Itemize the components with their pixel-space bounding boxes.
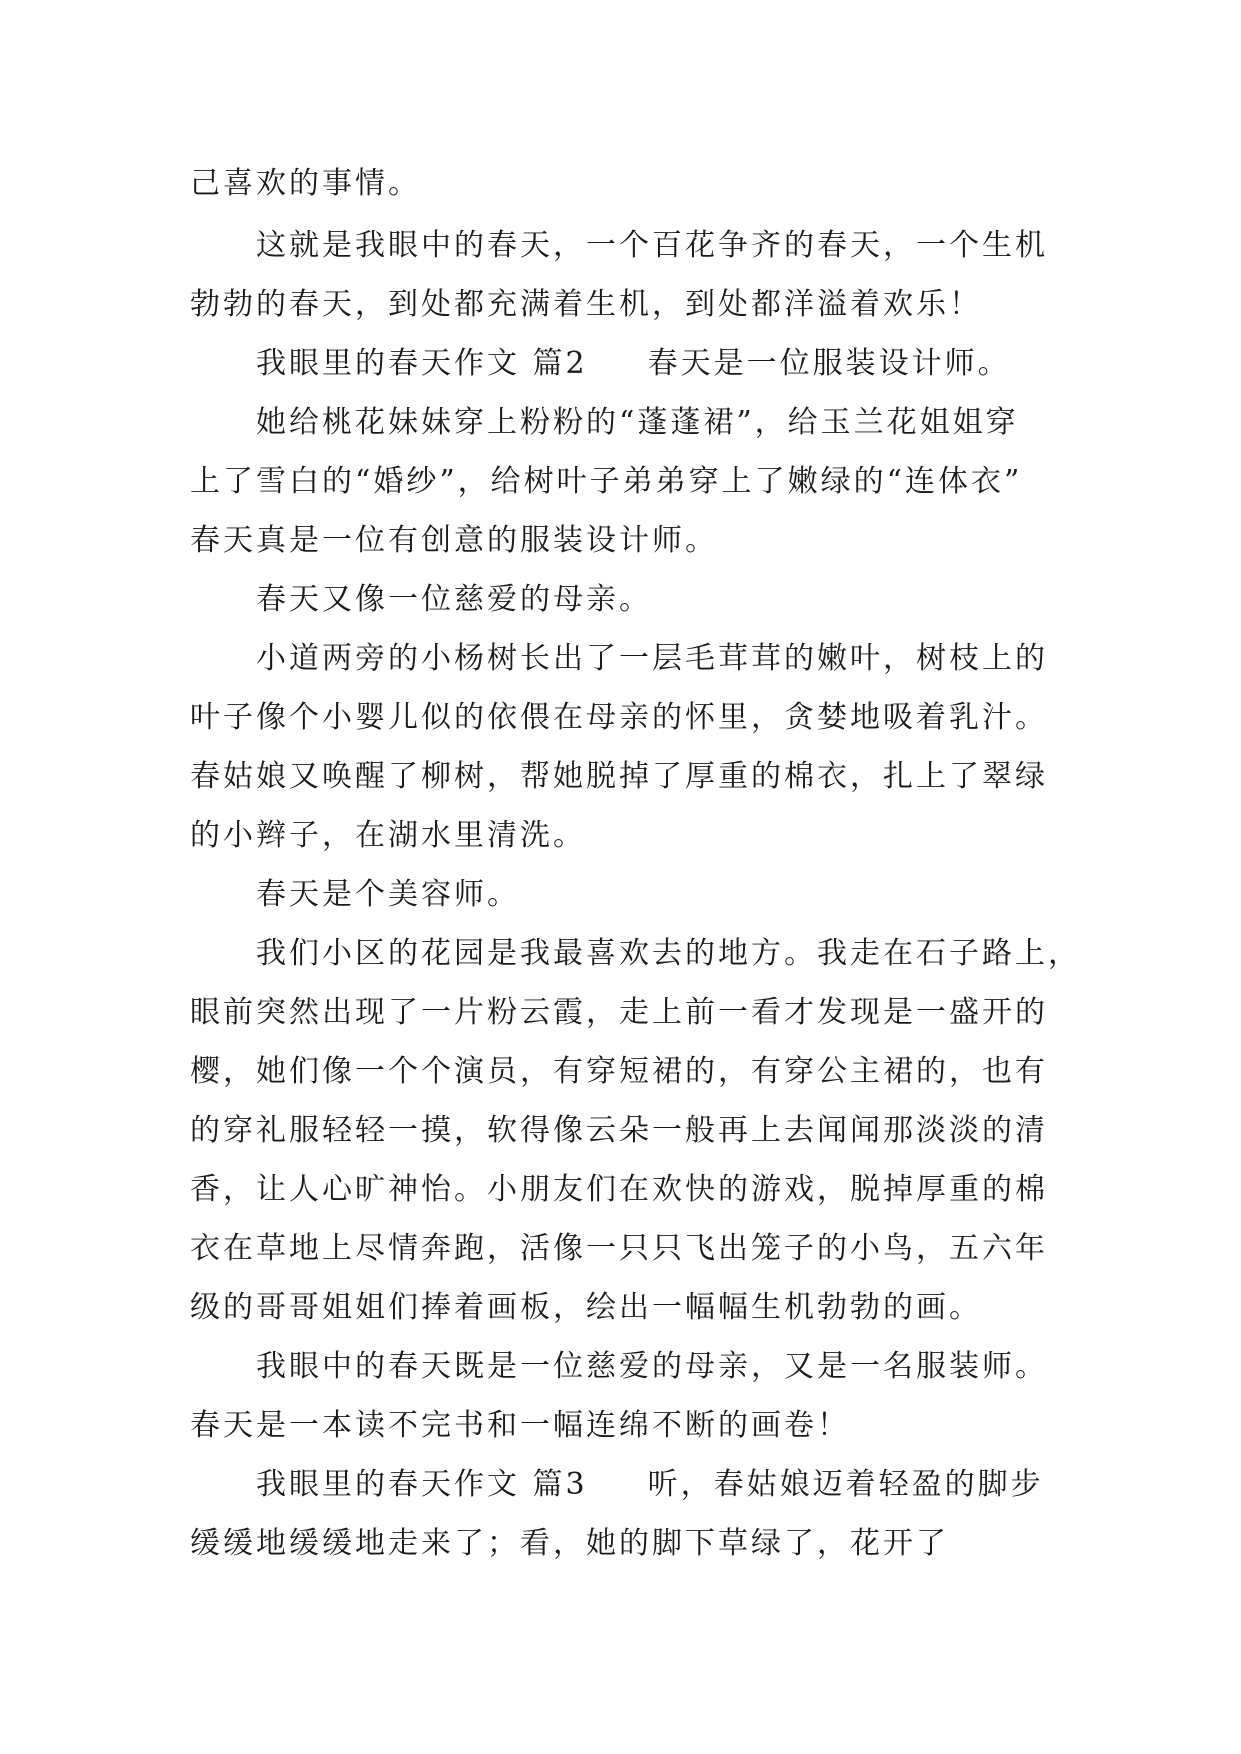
paragraph-line: 春天真是一位有创意的服装设计师。: [190, 523, 718, 558]
paragraph-line: 我眼中的春天既是一位慈爱的母亲，又是一名服装师。: [256, 1349, 1048, 1384]
section-heading: 我眼里的春天作文 篇3: [256, 1467, 588, 1502]
section-heading-line: [256, 344, 1071, 384]
paragraph-line: 的小辫子，在湖水里清洗。: [190, 818, 586, 853]
paragraph-line: 眼前突然出现了一片粉云霞，走上前一看才发现是一盛开的: [190, 995, 1048, 1030]
paragraph-text: 春天是一位服装设计师。: [647, 346, 1011, 381]
paragraph-line: 樱，她们像一个个演员，有穿短裙的，有穿公主裙的，也有: [190, 1054, 1048, 1089]
paragraph-line: 春天又像一位慈爱的母亲。: [256, 582, 652, 617]
paragraph-text: 听，春姑娘迈着轻盈的脚步: [647, 1467, 1044, 1502]
paragraph-line: 级的哥哥姐姐们捧着画板，绘出一幅幅生机勃勃的画。: [190, 1290, 982, 1325]
paragraph-line: 我们小区的花园是我最喜欢去的地方。我走在石子路上，: [256, 936, 1081, 971]
paragraph-line: 上了雪白的“婚纱”，给树叶子弟弟穿上了嫩绿的“连体衣”: [190, 464, 1023, 499]
section-heading: 我眼里的春天作文 篇2: [256, 346, 588, 381]
paragraph-line: 春天是一本读不完书和一幅连绵不断的画卷！: [190, 1408, 850, 1443]
paragraph-line: 己喜欢的事情。: [190, 166, 421, 201]
paragraph-line: 小道两旁的小杨树长出了一层毛茸茸的嫩叶，树枝上的: [256, 641, 1048, 676]
paragraph-line: 的穿礼服轻轻一摸，软得像云朵一般再上去闻闻那淡淡的清: [190, 1113, 1048, 1148]
paragraph-line: 勃勃的春天，到处都充满着生机，到处都洋溢着欢乐！: [190, 287, 982, 322]
paragraph-line: 这就是我眼中的春天，一个百花争齐的春天，一个生机: [256, 228, 1048, 263]
paragraph-line: 叶子像个小婴儿似的依偎在母亲的怀里，贪婪地吸着乳汁。: [190, 700, 1048, 735]
paragraph-line: 香，让人心旷神怡。小朋友们在欢快的游戏，脱掉厚重的棉: [190, 1172, 1048, 1207]
paragraph-line: 春天是个美容师。: [256, 877, 520, 912]
paragraph-line: 缓缓地缓缓地走来了；看，她的脚下草绿了，花开了: [190, 1526, 949, 1561]
paragraph-line: 她给桃花妹妹穿上粉粉的“蓬蓬裙”，给玉兰花姐姐穿: [256, 405, 1019, 440]
section-heading-line: [256, 1465, 1071, 1505]
paragraph-line: 春姑娘又唤醒了柳树，帮她脱掉了厚重的棉衣，扎上了翠绿: [190, 759, 1048, 794]
paragraph-line: 衣在草地上尽情奔跑，活像一只只飞出笼子的小鸟，五六年: [190, 1231, 1048, 1266]
